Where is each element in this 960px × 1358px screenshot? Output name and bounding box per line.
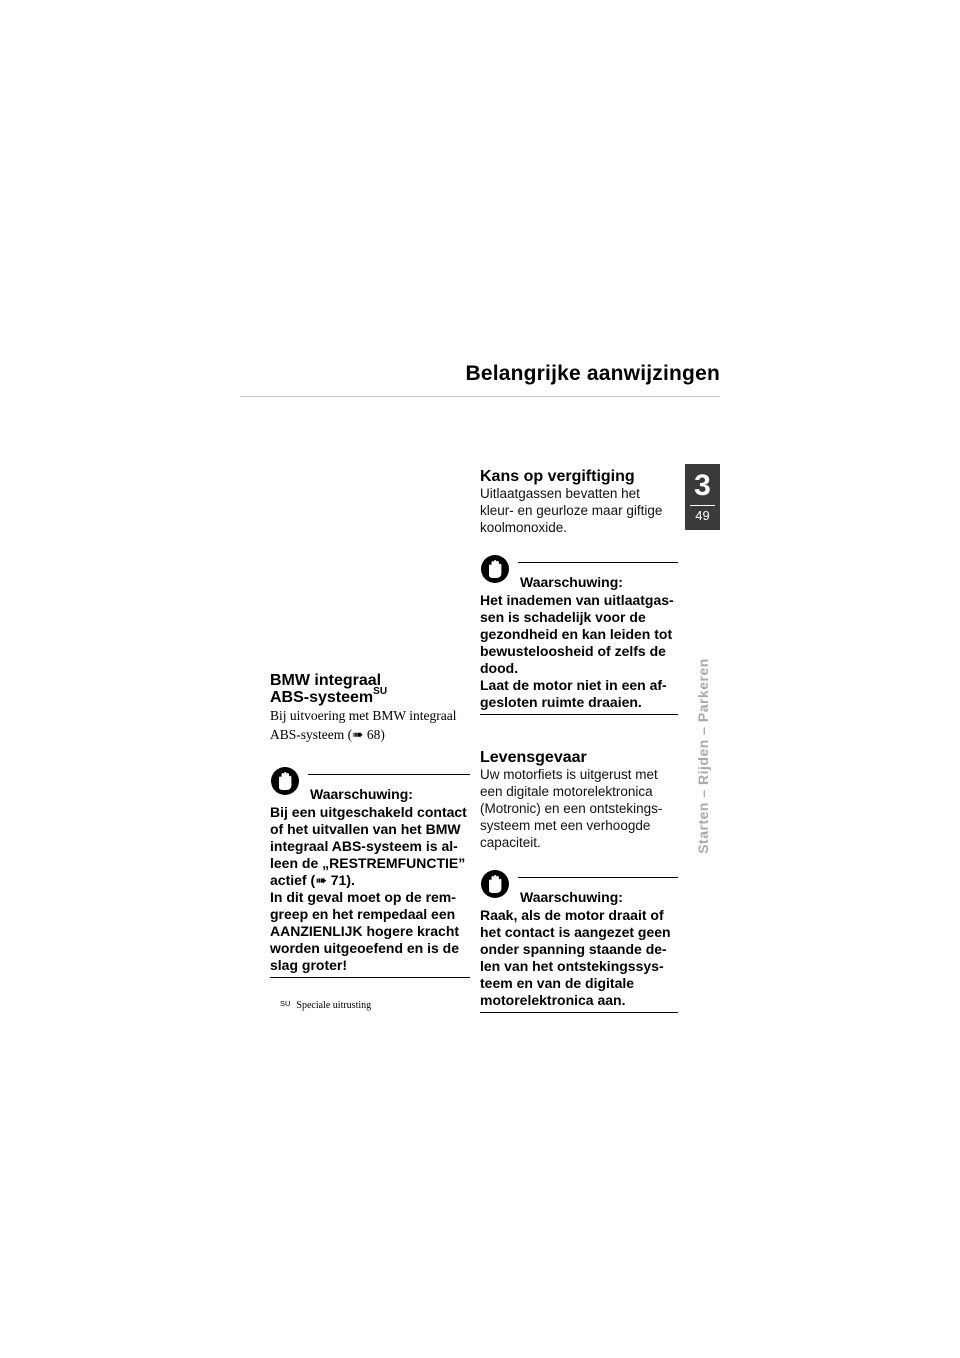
warning-top-rule [518, 562, 678, 563]
warning-line: Laat de motor niet in een af- [480, 677, 667, 693]
body-line: Uw motorfiets is uitgerust met [480, 767, 658, 782]
danger-warning [480, 869, 678, 1013]
poisoning-heading: Kans op vergiftiging [480, 468, 635, 485]
abs-body-line1: Bij uitvoering met BMW integraal [270, 708, 457, 723]
warning-hand-icon [270, 766, 300, 796]
abs-body [270, 706, 470, 744]
footnote-mark: SU [280, 999, 291, 1008]
page-title: Belangrijke aanwijzingen [465, 362, 720, 385]
warning-top-rule [518, 877, 678, 878]
warning-line: leen de „RESTREMFUNCTIE” [270, 855, 466, 871]
danger-heading: Levensgevaar [480, 749, 587, 766]
warning-line: In dit geval moet op de rem- [270, 889, 456, 905]
poisoning-warning [480, 554, 678, 715]
body-line: kleur- en geurloze maar giftige [480, 503, 663, 518]
warning-hand-icon [480, 869, 510, 899]
warning-line: integraal ABS-systeem is al- [270, 838, 458, 854]
warning-line: of het uitvallen van het BMW [270, 821, 461, 837]
warning-line: onder spanning staande de- [480, 941, 667, 957]
warning-line: gesloten ruimte draaien. [480, 694, 642, 710]
poisoning-body [480, 485, 678, 536]
page-ref-arrow-icon: ➠ [352, 727, 364, 742]
body-line: capaciteit. [480, 835, 541, 850]
abs-heading-superscript: SU [373, 685, 388, 697]
page-number: 49 [695, 508, 710, 523]
warning-line: bewusteloosheid of zelfs de [480, 643, 666, 659]
abs-heading-line2: ABS-systeem [270, 689, 374, 706]
left-column [270, 672, 470, 1012]
chapter-tab-divider [690, 505, 715, 506]
danger-warning-text [480, 907, 678, 1013]
warning-line: motorelektronica aan. [480, 992, 626, 1008]
warning-hand-icon [480, 554, 510, 584]
abs-heading-line1: BMW integraal [270, 672, 382, 689]
footnote [270, 1000, 470, 1012]
danger-body [480, 766, 678, 851]
abs-heading [270, 672, 470, 706]
abs-body-ref: 68) [363, 727, 385, 742]
warning-line: greep en het rempedaal een [270, 906, 456, 922]
abs-body-line2: ABS-systeem ( [270, 727, 353, 742]
warning-line: Raak, als de motor draait of [480, 907, 664, 923]
warning-label: Waarschuwing: [520, 889, 623, 905]
abs-warning-text [270, 804, 470, 978]
warning-line: Het inademen van uitlaatgas- [480, 592, 674, 608]
warning-line: AANZIENLIJK hogere kracht [270, 923, 460, 939]
chapter-side-label-text: Starten – Rijden – Parkeren [694, 658, 711, 854]
warning-line: worden uitgeoefend en is de [270, 940, 460, 956]
body-line: Uitlaatgassen bevatten het [480, 486, 640, 501]
warning-top-rule [308, 774, 470, 775]
warning-line: actief (➠ 71). [270, 872, 355, 888]
body-line: systeem met een verhoogde [480, 818, 651, 833]
title-divider [240, 396, 720, 397]
warning-label: Waarschuwing: [310, 786, 413, 802]
warning-line: Bij een uitgeschakeld contact [270, 804, 467, 820]
warning-line: het contact is aangezet geen [480, 924, 671, 940]
abs-warning [270, 766, 470, 978]
warning-line: len van het ontstekingssys- [480, 958, 664, 974]
poisoning-warning-text [480, 592, 678, 715]
warning-line: slag groter! [270, 957, 348, 973]
warning-line: sen is schadelijk voor de [480, 609, 646, 625]
chapter-tab [685, 464, 720, 530]
body-line: (Motronic) en een ontstekings- [480, 801, 663, 816]
warning-label: Waarschuwing: [520, 574, 623, 590]
body-line: een digitale motorelektronica [480, 784, 653, 799]
right-column [480, 468, 678, 1013]
chapter-number: 3 [694, 469, 711, 502]
body-line: koolmonoxide. [480, 520, 568, 535]
warning-line: dood. [480, 660, 519, 676]
footnote-text: Speciale uitrusting [296, 1000, 372, 1011]
warning-line: gezondheid en kan leiden tot [480, 626, 673, 642]
warning-line: teem en van de digitale [480, 975, 635, 991]
